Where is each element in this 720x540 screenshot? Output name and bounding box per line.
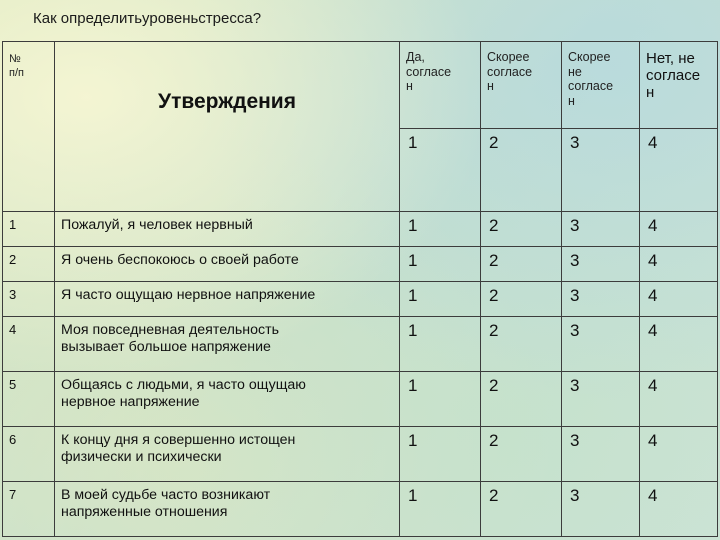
- option-label-line: Да,: [406, 50, 425, 64]
- row-number: 4: [3, 317, 55, 372]
- statement-cell: [55, 282, 400, 317]
- score-option[interactable]: 3: [562, 372, 640, 427]
- scale-value: 3: [562, 129, 640, 212]
- option-label-line: Скорее: [568, 50, 611, 64]
- option-label-line: согласе: [568, 79, 614, 93]
- score-option[interactable]: 4: [640, 282, 718, 317]
- option-label-line: н: [646, 84, 655, 101]
- stress-survey-table: [2, 41, 718, 537]
- number-abbrev: п/п: [9, 67, 24, 79]
- header-row: [3, 42, 718, 129]
- score-option[interactable]: 4: [640, 212, 718, 247]
- option-label-line: Скорее: [487, 50, 530, 64]
- table-row: [3, 372, 718, 427]
- row-number: 2: [3, 247, 55, 282]
- number-column-header: [3, 42, 55, 212]
- page-title: Как определитьуровеньстресса?: [33, 10, 262, 27]
- statement-text-line: нервное напряжение: [61, 394, 200, 410]
- row-number: 3: [3, 282, 55, 317]
- score-option[interactable]: 4: [640, 372, 718, 427]
- scale-value: 2: [481, 129, 562, 212]
- scale-value: 4: [640, 129, 718, 212]
- statement-text-line: К концу дня я совершенно истощен: [61, 432, 296, 448]
- option-header-rather-disagree: [562, 42, 640, 129]
- statement-cell: [55, 317, 400, 372]
- score-option[interactable]: 2: [481, 427, 562, 482]
- table-row: [3, 247, 718, 282]
- score-option[interactable]: 4: [640, 247, 718, 282]
- statement-cell: [55, 212, 400, 247]
- row-number: 5: [3, 372, 55, 427]
- option-header-agree: [400, 42, 481, 129]
- option-label-line: не: [568, 64, 582, 79]
- score-option[interactable]: 2: [481, 247, 562, 282]
- score-option[interactable]: 4: [640, 317, 718, 372]
- score-option[interactable]: 4: [640, 427, 718, 482]
- score-option[interactable]: 2: [481, 317, 562, 372]
- score-option[interactable]: 3: [562, 482, 640, 537]
- score-option[interactable]: 3: [562, 427, 640, 482]
- scale-value: 1: [400, 129, 481, 212]
- option-label-line: н: [406, 79, 413, 93]
- statement-text-line: Я часто ощущаю нервное напряжение: [61, 287, 316, 303]
- statement-text-line: физически и психически: [61, 449, 222, 465]
- option-label-line: согласе: [487, 64, 533, 79]
- score-option[interactable]: 1: [400, 317, 481, 372]
- row-number: 6: [3, 427, 55, 482]
- statement-text-line: Общаясь с людьми, я часто ощущаю: [61, 377, 306, 393]
- option-label-line: н: [568, 93, 575, 108]
- statement-text-line: вызывает большое напряжение: [61, 339, 271, 355]
- score-option[interactable]: 3: [562, 212, 640, 247]
- statement-cell: [55, 482, 400, 537]
- option-header-disagree: [640, 42, 718, 129]
- score-option[interactable]: 1: [400, 372, 481, 427]
- score-option[interactable]: 4: [640, 482, 718, 537]
- statement-text-line: Я очень беспокоюсь о своей работе: [61, 252, 299, 268]
- option-label-line: согласе: [646, 67, 701, 84]
- row-number: 7: [3, 482, 55, 537]
- row-number: 1: [3, 212, 55, 247]
- statement-text-line: Моя повседневная деятельность: [61, 322, 279, 338]
- table-row: [3, 482, 718, 537]
- score-option[interactable]: 3: [562, 247, 640, 282]
- score-option[interactable]: 1: [400, 247, 481, 282]
- score-option[interactable]: 3: [562, 317, 640, 372]
- score-option[interactable]: 3: [562, 282, 640, 317]
- table-row: [3, 427, 718, 482]
- score-option[interactable]: 1: [400, 282, 481, 317]
- score-option[interactable]: 2: [481, 482, 562, 537]
- number-sign: №: [9, 53, 21, 65]
- option-label-line: согласе: [406, 64, 452, 79]
- option-label-line: н: [487, 79, 494, 93]
- option-header-rather-agree: [481, 42, 562, 129]
- option-label-line: Нет, не: [646, 50, 695, 67]
- statement-cell: [55, 372, 400, 427]
- score-option[interactable]: 2: [481, 372, 562, 427]
- statements-column-header: Утверждения: [55, 42, 400, 212]
- table-row: [3, 212, 718, 247]
- statement-cell: [55, 427, 400, 482]
- score-option[interactable]: 1: [400, 212, 481, 247]
- score-option[interactable]: 2: [481, 212, 562, 247]
- table-row: [3, 282, 718, 317]
- statement-text-line: Пожалуй, я человек нервный: [61, 217, 253, 233]
- table-row: [3, 317, 718, 372]
- score-option[interactable]: 1: [400, 427, 481, 482]
- score-option[interactable]: 1: [400, 482, 481, 537]
- statement-text-line: В моей судьбе часто возникают: [61, 487, 271, 503]
- statement-cell: [55, 247, 400, 282]
- statement-text-line: напряженные отношения: [61, 504, 228, 520]
- score-option[interactable]: 2: [481, 282, 562, 317]
